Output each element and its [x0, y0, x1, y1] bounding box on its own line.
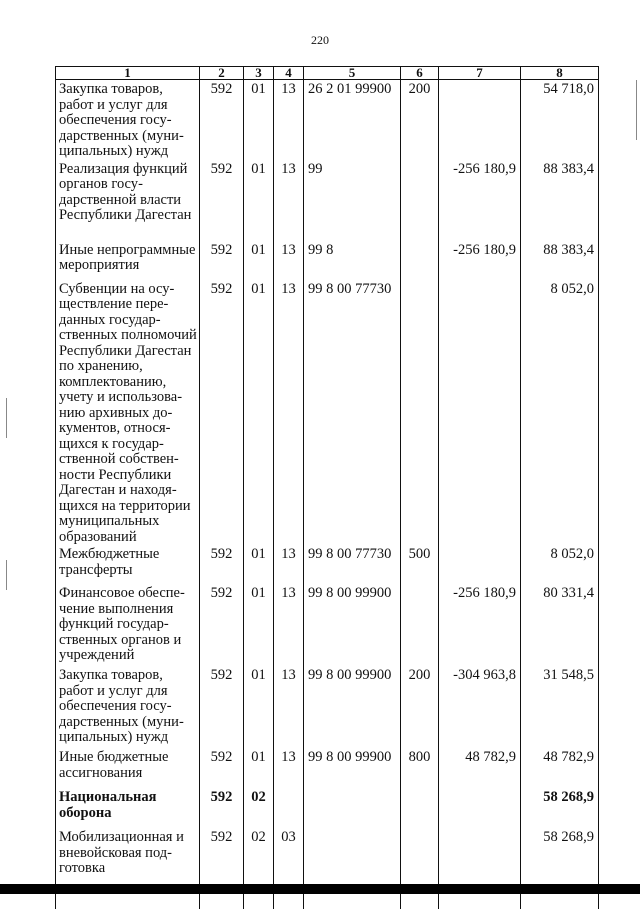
- cell-col-3: 01: [244, 584, 274, 666]
- cell-col-5: 99 8 00 77730: [304, 545, 401, 584]
- cell-col-7: [439, 280, 521, 546]
- cell-col-3: 01: [244, 748, 274, 788]
- cell-col-7: [439, 545, 521, 584]
- page-number: 220: [311, 33, 329, 47]
- cell-col-8: 88 383,4: [521, 160, 599, 241]
- table-row: [56, 584, 599, 666]
- cell-col-4: 13: [274, 280, 304, 546]
- cell-col-1: Реализация функций органов государственной власти Республики Дагестан: [56, 160, 200, 241]
- cell-col-2: 592: [200, 584, 244, 666]
- table-row: [56, 160, 599, 241]
- cell-col-3: 01: [244, 241, 274, 280]
- scan-edge-mark: [6, 398, 7, 438]
- cell-col-8: 8 052,0: [521, 545, 599, 584]
- cell-col-3: 01: [244, 80, 274, 160]
- cell-col-2: 592: [200, 545, 244, 584]
- cell-col-5: [304, 788, 401, 828]
- cell-col-2: 592: [200, 788, 244, 828]
- scan-edge-mark: [636, 80, 637, 140]
- cell-col-8: 48 782,9: [521, 748, 599, 788]
- cell-col-5: [304, 828, 401, 877]
- cell-col-1: Закупка товаров, работ и услуг для обеспечения государственных (муниципальных) нужд: [56, 80, 200, 160]
- cell-col-6: 500: [401, 545, 439, 584]
- col-header-8: 8: [521, 67, 599, 80]
- cell-col-1: Субвенции на осуществление переданных государственных полномочий Республики Дагестан по хранению, комплектованию, учету и использованию архивных документов, относящихся к государственной собственности Республики Дагестан и находящихся на территории муниципальных образований: [56, 280, 200, 546]
- cell-col-7: -304 963,8: [439, 666, 521, 748]
- table-row: [56, 788, 599, 828]
- cell-col-1: Иные бюджетные ассигнования: [56, 748, 200, 788]
- cell-col-6: [401, 584, 439, 666]
- cell-col-6: [401, 241, 439, 280]
- cell-col-2: 592: [200, 280, 244, 546]
- scan-edge-mark: [6, 560, 7, 590]
- cell-col-2: 592: [200, 241, 244, 280]
- table-body: [56, 80, 599, 909]
- col-header-4: 4: [274, 67, 304, 80]
- cell-col-3: 01: [244, 280, 274, 546]
- cell-col-1: Иные непрограммные мероприятия: [56, 241, 200, 280]
- cell-col-3: 02: [244, 828, 274, 877]
- cell-col-4: 03: [274, 828, 304, 877]
- cell-col-7: 48 782,9: [439, 748, 521, 788]
- col-header-6: 6: [401, 67, 439, 80]
- table-row: [56, 666, 599, 748]
- cell-col-4: 13: [274, 160, 304, 241]
- cell-col-6: 800: [401, 748, 439, 788]
- cell-col-4: 13: [274, 666, 304, 748]
- cell-col-5: 99 8 00 99900: [304, 748, 401, 788]
- cell-col-2: 592: [200, 160, 244, 241]
- cell-col-8: 58 268,9: [521, 828, 599, 877]
- cell-col-5: 99 8 00 99900: [304, 584, 401, 666]
- col-header-7: 7: [439, 67, 521, 80]
- col-header-2: 2: [200, 67, 244, 80]
- cell-col-5: 99: [304, 160, 401, 241]
- cell-col-4: 13: [274, 584, 304, 666]
- budget-table: [55, 66, 599, 909]
- cell-col-4: [274, 788, 304, 828]
- cell-col-4: 13: [274, 241, 304, 280]
- cell-col-3: 01: [244, 545, 274, 584]
- cell-col-3: 01: [244, 666, 274, 748]
- cell-col-7: -256 180,9: [439, 160, 521, 241]
- table-row: [56, 828, 599, 877]
- cell-col-6: 200: [401, 666, 439, 748]
- cell-col-8: 58 268,9: [521, 788, 599, 828]
- cell-col-3: 01: [244, 160, 274, 241]
- cell-col-4: 13: [274, 748, 304, 788]
- cell-col-3: 02: [244, 788, 274, 828]
- cell-col-1: Национальная оборона: [56, 788, 200, 828]
- table-row: [56, 545, 599, 584]
- cell-col-8: 8 052,0: [521, 280, 599, 546]
- cell-col-5: 99 8 00 77730: [304, 280, 401, 546]
- cell-col-6: [401, 160, 439, 241]
- cell-col-7: [439, 788, 521, 828]
- cell-col-8: 88 383,4: [521, 241, 599, 280]
- table-row: [56, 280, 599, 546]
- table-row: [56, 241, 599, 280]
- cell-col-4: 13: [274, 545, 304, 584]
- cell-col-8: 54 718,0: [521, 80, 599, 160]
- cell-col-7: -256 180,9: [439, 584, 521, 666]
- col-header-1: 1: [56, 67, 200, 80]
- cell-col-6: [401, 788, 439, 828]
- table-row: [56, 80, 599, 160]
- cell-col-7: [439, 828, 521, 877]
- cell-col-1: Закупка товаров, работ и услуг для обеспечения государственных (муниципальных) нужд: [56, 666, 200, 748]
- header-row: [56, 67, 599, 80]
- cell-col-1: Финансовое обеспечение выполнения функций государственных органов и учреждений: [56, 584, 200, 666]
- cell-col-1: Мобилизационная и вневойсковая подготовка: [56, 828, 200, 877]
- cell-col-1: Межбюджетные трансферты: [56, 545, 200, 584]
- cell-col-6: [401, 280, 439, 546]
- col-header-5: 5: [304, 67, 401, 80]
- scan-bottom-bar: [0, 884, 640, 894]
- cell-col-2: 592: [200, 80, 244, 160]
- cell-col-2: 592: [200, 748, 244, 788]
- cell-col-7: -256 180,9: [439, 241, 521, 280]
- cell-col-5: 99 8: [304, 241, 401, 280]
- cell-col-6: 200: [401, 80, 439, 160]
- cell-col-4: 13: [274, 80, 304, 160]
- cell-col-5: 26 2 01 99900: [304, 80, 401, 160]
- cell-col-5: 99 8 00 99900: [304, 666, 401, 748]
- cell-col-8: 31 548,5: [521, 666, 599, 748]
- cell-col-2: 592: [200, 666, 244, 748]
- cell-col-2: 592: [200, 828, 244, 877]
- cell-col-8: 80 331,4: [521, 584, 599, 666]
- cell-col-6: [401, 828, 439, 877]
- cell-col-7: [439, 80, 521, 160]
- col-header-3: 3: [244, 67, 274, 80]
- table-row: [56, 748, 599, 788]
